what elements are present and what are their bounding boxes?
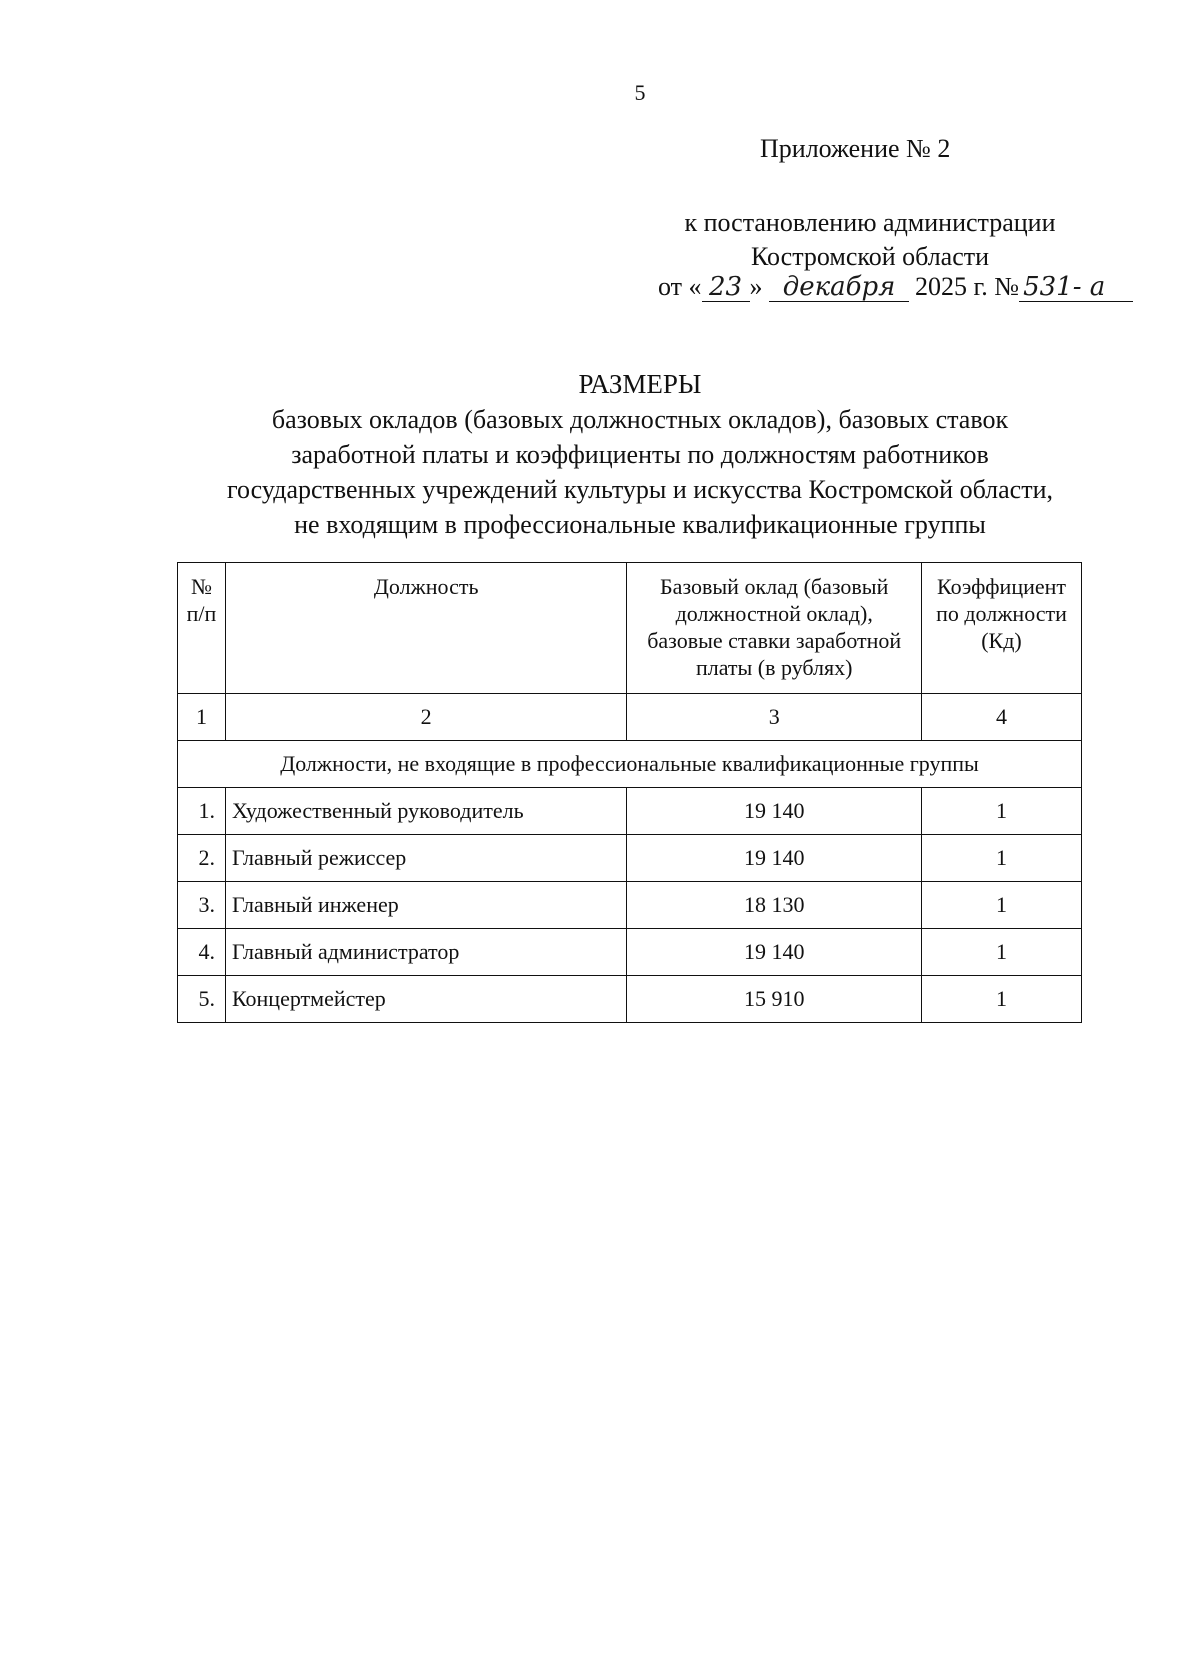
row-salary: 15 910 bbox=[627, 976, 922, 1023]
header-number-line: п/п bbox=[186, 601, 217, 626]
header-salary-line: должностной оклад), bbox=[675, 601, 873, 626]
row-salary: 18 130 bbox=[627, 882, 922, 929]
section-row bbox=[178, 741, 1082, 788]
row-position: Главный режиссер bbox=[225, 835, 626, 882]
row-number: 2. bbox=[178, 835, 226, 882]
row-coefficient: 1 bbox=[922, 929, 1082, 976]
table-row bbox=[178, 835, 1082, 882]
handwritten-day: 23 bbox=[702, 273, 750, 302]
table-row bbox=[178, 882, 1082, 929]
page-number: 5 bbox=[634, 80, 646, 105]
column-number: 1 bbox=[178, 694, 226, 741]
header-number-line: № bbox=[190, 574, 212, 599]
decree-date-line bbox=[658, 272, 1133, 302]
row-number: 5. bbox=[178, 976, 226, 1023]
row-coefficient: 1 bbox=[922, 835, 1082, 882]
row-position: Главный администратор bbox=[225, 929, 626, 976]
subtitle-line: государственных учреждений культуры и искусства Костромской области, bbox=[227, 475, 1053, 504]
row-coefficient: 1 bbox=[922, 882, 1082, 929]
handwritten-month: декабря bbox=[769, 273, 909, 302]
subtitle-line: заработной платы и коэффициенты по должностям работников bbox=[291, 440, 989, 469]
row-salary: 19 140 bbox=[627, 788, 922, 835]
appendix-reference bbox=[650, 206, 1090, 274]
row-coefficient: 1 bbox=[922, 976, 1082, 1023]
appendix-title: Приложение № 2 bbox=[760, 134, 951, 163]
row-coefficient: 1 bbox=[922, 788, 1082, 835]
appendix-ref-line-1: к постановлению администрации bbox=[684, 208, 1056, 237]
row-salary: 19 140 bbox=[627, 835, 922, 882]
subtitle-line: базовых окладов (базовых должностных окладов), базовых ставок bbox=[271, 405, 1009, 434]
header-salary-line: платы (в рублях) bbox=[695, 655, 853, 680]
header-salary-line: базовые ставки заработной bbox=[647, 628, 902, 653]
table-row bbox=[178, 976, 1082, 1023]
header-position: Должность bbox=[225, 563, 626, 694]
row-number: 3. bbox=[178, 882, 226, 929]
section-title: Должности, не входящие в профессиональные квалификационные группы bbox=[178, 741, 1082, 788]
row-salary: 19 140 bbox=[627, 929, 922, 976]
header-number bbox=[178, 563, 226, 694]
table-row bbox=[178, 929, 1082, 976]
column-number-row bbox=[178, 694, 1082, 741]
header-coef-line: Коэффициент bbox=[937, 574, 1067, 599]
header-salary bbox=[627, 563, 922, 694]
header-salary-line: Базовый оклад (базовый bbox=[660, 574, 889, 599]
row-position: Главный инженер bbox=[225, 882, 626, 929]
document-title: РАЗМЕРЫ bbox=[578, 369, 702, 399]
column-number: 4 bbox=[922, 694, 1082, 741]
handwritten-decree-number: 531- а bbox=[1019, 273, 1133, 302]
row-position: Художественный руководитель bbox=[225, 788, 626, 835]
appendix-ref-line-2: Костромской области bbox=[750, 242, 990, 271]
document-heading bbox=[0, 366, 1200, 542]
date-prefix: от « bbox=[658, 272, 702, 301]
header-coef-line: по должности bbox=[936, 601, 1067, 626]
row-number: 1. bbox=[178, 788, 226, 835]
subtitle-line: не входящим в профессиональные квалификационные группы bbox=[294, 510, 986, 539]
table-row bbox=[178, 788, 1082, 835]
salary-table bbox=[177, 562, 1082, 1023]
table-header-row bbox=[178, 563, 1082, 694]
header-coefficient bbox=[922, 563, 1082, 694]
row-number: 4. bbox=[178, 929, 226, 976]
header-coef-line: (Кд) bbox=[981, 628, 1022, 653]
column-number: 2 bbox=[225, 694, 626, 741]
year-text: 2025 г. № bbox=[915, 272, 1020, 301]
quote-close: » bbox=[749, 272, 763, 301]
column-number: 3 bbox=[627, 694, 922, 741]
row-position: Концертмейстер bbox=[225, 976, 626, 1023]
